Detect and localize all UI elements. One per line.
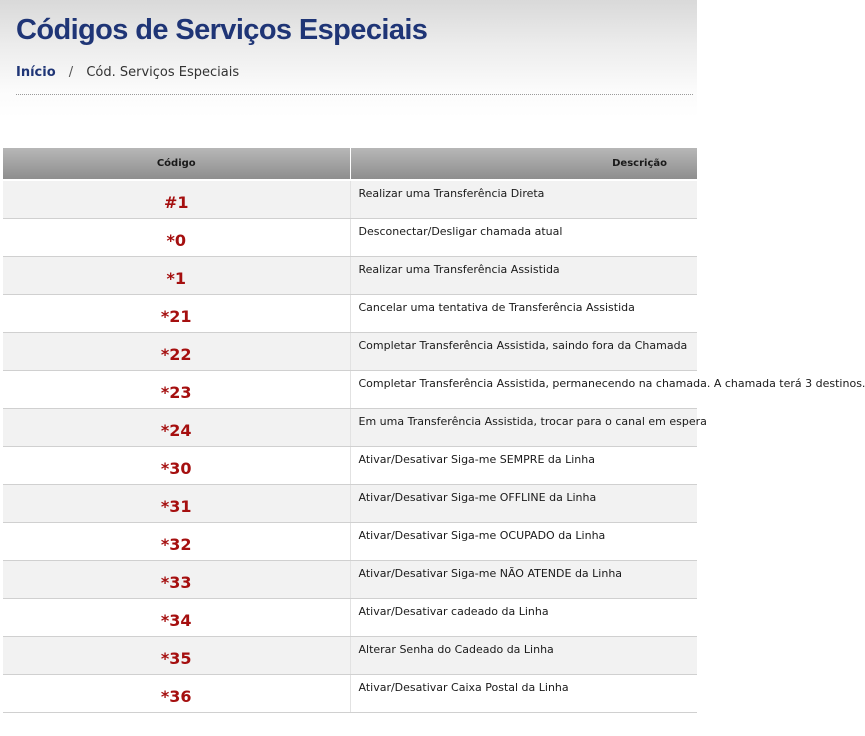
- table-row: [3, 636, 697, 674]
- service-description: Realizar uma Transferência Assistida: [350, 256, 697, 294]
- service-code: *24: [3, 408, 350, 446]
- service-code: *22: [3, 332, 350, 370]
- service-description: Desconectar/Desligar chamada atual: [350, 218, 697, 256]
- column-header-code: Código: [3, 148, 350, 180]
- table-row: [3, 484, 697, 522]
- table-row: [3, 370, 697, 408]
- service-code: *36: [3, 674, 350, 712]
- column-header-description: Descrição: [350, 148, 697, 180]
- page-header: [0, 0, 697, 118]
- service-description: Ativar/Desativar Siga-me OCUPADO da Linha: [350, 522, 697, 560]
- service-code: *33: [3, 560, 350, 598]
- table-row: [3, 218, 697, 256]
- service-description: Ativar/Desativar cadeado da Linha: [350, 598, 697, 636]
- service-code: *21: [3, 294, 350, 332]
- service-description: Ativar/Desativar Siga-me OFFLINE da Linha: [350, 484, 697, 522]
- table-header-row: [3, 148, 697, 180]
- page-title: Códigos de Serviços Especiais: [16, 14, 428, 46]
- codes-table: [3, 148, 865, 713]
- service-code: *0: [3, 218, 350, 256]
- table-row: [3, 256, 697, 294]
- table-row: [3, 560, 697, 598]
- service-description: Realizar uma Transferência Direta: [350, 180, 697, 218]
- service-description: Completar Transferência Assistida, permanecendo na chamada. A chamada terá 3 destinos.: [350, 370, 697, 408]
- service-description: Ativar/Desativar Siga-me SEMPRE da Linha: [350, 446, 697, 484]
- service-code: #1: [3, 180, 350, 218]
- table-row: [3, 522, 697, 560]
- breadcrumb-separator: /: [68, 65, 74, 80]
- table-row: [3, 180, 697, 218]
- service-code: *32: [3, 522, 350, 560]
- service-code: *34: [3, 598, 350, 636]
- service-description: Ativar/Desativar Siga-me NÃO ATENDE da Linha: [350, 560, 697, 598]
- service-code: *31: [3, 484, 350, 522]
- codes-table-container: [3, 148, 865, 713]
- service-code: *35: [3, 636, 350, 674]
- table-row: [3, 446, 697, 484]
- breadcrumb-home-link[interactable]: Início: [16, 65, 56, 80]
- table-row: [3, 674, 697, 712]
- service-code: *1: [3, 256, 350, 294]
- breadcrumb-current: Cód. Serviços Especiais: [86, 65, 240, 80]
- service-description: Cancelar uma tentativa de Transferência Assistida: [350, 294, 697, 332]
- service-description: Ativar/Desativar Caixa Postal da Linha: [350, 674, 697, 712]
- service-code: *30: [3, 446, 350, 484]
- service-description: Em uma Transferência Assistida, trocar para o canal em espera: [350, 408, 697, 446]
- table-row: [3, 332, 697, 370]
- table-row: [3, 294, 697, 332]
- service-description: Completar Transferência Assistida, saindo fora da Chamada: [350, 332, 697, 370]
- table-body: [3, 180, 865, 712]
- table-row: [3, 408, 697, 446]
- service-description: Alterar Senha do Cadeado da Linha: [350, 636, 697, 674]
- table-row: [3, 598, 697, 636]
- header-divider: [16, 94, 693, 95]
- breadcrumb: [16, 65, 239, 80]
- service-code: *23: [3, 370, 350, 408]
